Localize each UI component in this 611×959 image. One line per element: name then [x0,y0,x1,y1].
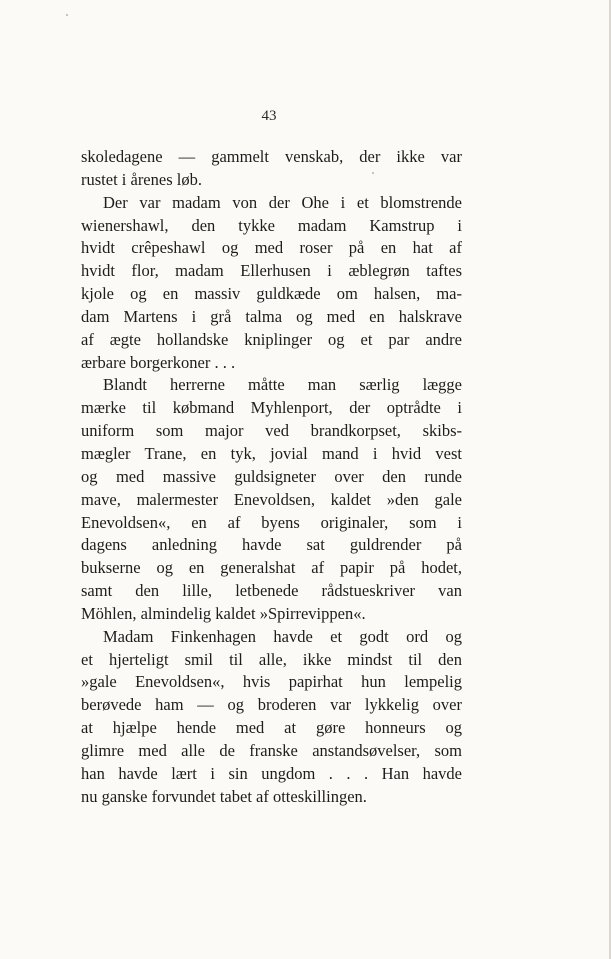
text-line: kjole og en massiv guldkæde om halsen, ma- [81,284,462,304]
text-line: bukserne og en generalshat af papir på hodet, [81,558,462,578]
text-line: hvidt flor, madam Ellerhusen i æblegrøn taftes [81,261,462,281]
text-line: at hjælpe hende med at gøre honneurs og [81,718,462,738]
text-line: skoledagene — gammelt venskab, der ikke var [81,147,462,166]
text-line: mærke til købmand Myhlenport, der optrådte i [81,398,462,418]
text-line: Blandt herrerne måtte man særlig lægge [103,375,462,395]
text-line: Enevoldsen«, en af byens originaler, som i [81,512,462,532]
body-text [81,146,462,808]
text-line: ærbare borgerkoner . . . [81,352,236,372]
text-line: dagens anledning havde sat guldrender på [81,535,462,555]
text-line: et hjerteligt smil til alle, ikke mindst til den [81,649,462,669]
text-line: glimre med alle de franske anstandsøvelser, som [81,740,462,760]
text-line: af ægte hollandske kniplinger og et par andre [81,329,462,349]
text-line: uniform som major ved brandkorpset, skibs- [81,421,462,441]
page-number: 43 [261,108,277,124]
text-line: nu ganske forvundet tabet af otteskillingen. [81,786,367,806]
text-line: wienershawl, den tykke madam Kamstrup i [81,215,462,235]
text-line: Madam Finkenhagen havde et godt ord og [103,626,462,646]
paper-speck [66,14,68,16]
text-line: og med massive guldsigneter over den runde [81,466,462,486]
text-line: mægler Trane, en tyk, jovial mand i hvid vest [81,443,462,463]
text-line: Möhlen, almindelig kaldet »Spirrevippen«. [81,603,366,623]
text-line: rustet i årenes løb. [81,169,202,189]
text-line: hvidt crêpeshawl og med roser på en hat af [81,238,462,258]
text-line: »gale Enevoldsen«, hvis papirhat hun lempelig [81,672,462,692]
text-line: berøvede ham — og broderen var lykkelig over [81,695,462,715]
text-line: samt den lille, letbenede rådstueskriver van [81,581,462,601]
text-line: dam Martens i grå talma og med en halskrave [81,306,462,326]
text-line: han havde lært i sin ungdom . . . Han havde [81,763,462,783]
text-line: Der var madam von der Ohe i et blomstrende [103,192,462,212]
text-line: mave, malermester Enevoldsen, kaldet »den gale [81,489,462,509]
